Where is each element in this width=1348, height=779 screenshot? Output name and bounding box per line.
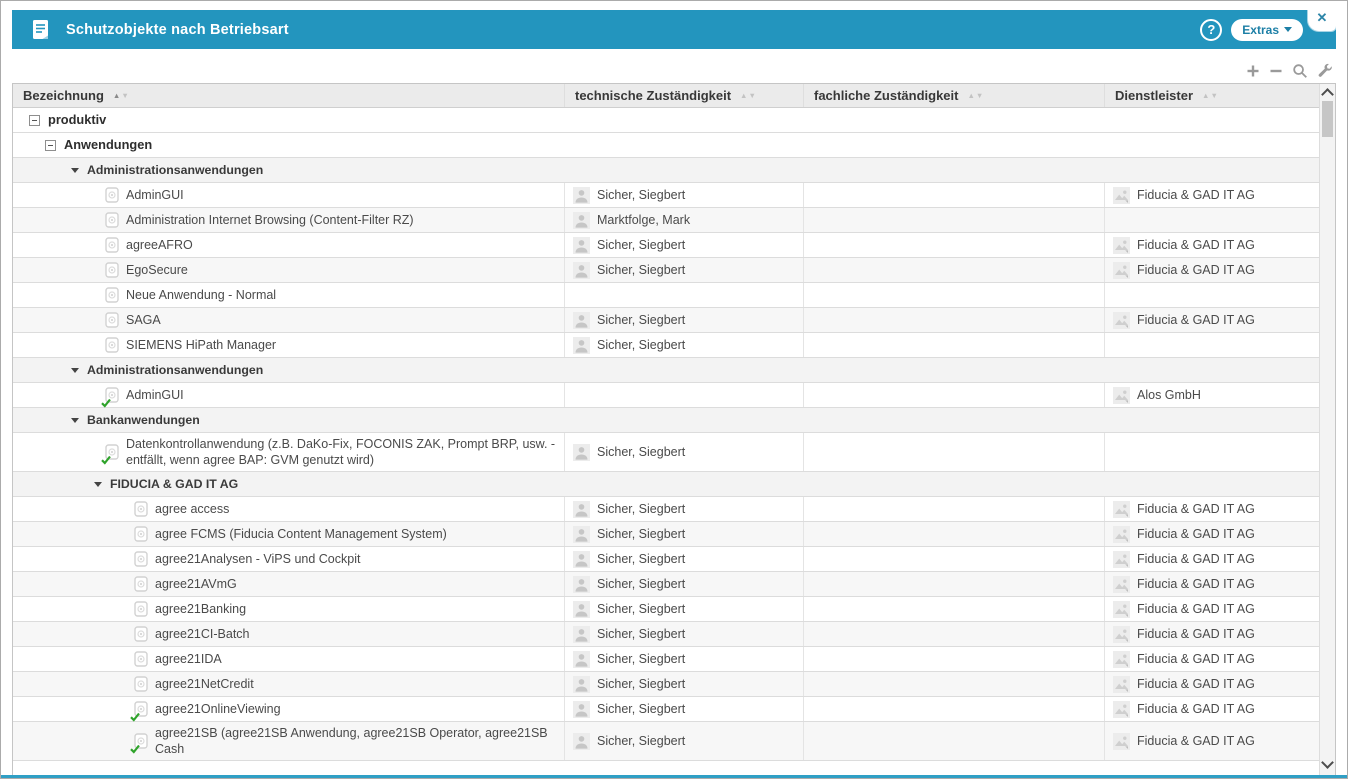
service-provider-name: Fiducia & GAD IT AG xyxy=(1137,652,1255,666)
cell-bezeichnung xyxy=(13,233,564,257)
cell-dienstleister xyxy=(1104,333,1320,357)
cell-dienstleister xyxy=(1104,722,1320,760)
cell-bezeichnung xyxy=(13,208,564,232)
person-icon xyxy=(573,601,590,618)
cell-fachliche-zustaendigkeit xyxy=(803,672,1104,696)
person-icon xyxy=(573,576,590,593)
tree-node-row[interactable] xyxy=(13,133,1320,158)
tree-node-row[interactable] xyxy=(13,108,1320,133)
cell-dienstleister xyxy=(1104,597,1320,621)
triangle-down-icon[interactable] xyxy=(71,168,79,173)
checked-icon xyxy=(130,744,140,754)
tech-responsible-name: Sicher, Siegbert xyxy=(597,338,686,352)
tech-responsible-name: Marktfolge, Mark xyxy=(597,213,691,227)
grid-header-row xyxy=(13,84,1320,108)
cell-fachliche-zustaendigkeit xyxy=(803,572,1104,596)
wrench-icon xyxy=(1317,63,1333,79)
service-provider-name: Fiducia & GAD IT AG xyxy=(1137,263,1255,277)
company-icon xyxy=(1113,701,1130,718)
plus-icon xyxy=(1246,64,1260,78)
cell-dienstleister xyxy=(1104,433,1320,471)
person-icon xyxy=(573,551,590,568)
object-name: agree21AVmG xyxy=(155,577,237,591)
tech-responsible-name: Sicher, Siegbert xyxy=(597,702,686,716)
checked-icon xyxy=(101,398,111,408)
cell-dienstleister xyxy=(1104,672,1320,696)
company-icon xyxy=(1113,187,1130,204)
grid-body xyxy=(13,108,1320,761)
group-label: Administrationsanwendungen xyxy=(87,363,264,377)
tech-responsible-name: Sicher, Siegbert xyxy=(597,734,686,748)
cell-fachliche-zustaendigkeit xyxy=(803,283,1104,307)
cell-dienstleister xyxy=(1104,572,1320,596)
cell-fachliche-zustaendigkeit xyxy=(803,722,1104,760)
window-titlebar xyxy=(12,10,1336,49)
table-row[interactable] xyxy=(13,647,1320,672)
cell-technische-zustaendigkeit xyxy=(564,722,803,760)
person-icon xyxy=(573,237,590,254)
service-provider-name: Fiducia & GAD IT AG xyxy=(1137,577,1255,591)
cell-dienstleister xyxy=(1104,183,1320,207)
triangle-down-icon[interactable] xyxy=(71,368,79,373)
cell-bezeichnung xyxy=(13,283,564,307)
group-header-row[interactable] xyxy=(13,472,1320,497)
tree-node-label: Anwendungen xyxy=(64,137,153,152)
table-row[interactable] xyxy=(13,672,1320,697)
cell-bezeichnung xyxy=(13,433,564,471)
cell-technische-zustaendigkeit xyxy=(564,597,803,621)
cell-bezeichnung xyxy=(13,697,564,721)
cell-technische-zustaendigkeit xyxy=(564,383,803,407)
extras-button[interactable] xyxy=(1231,19,1303,41)
object-name: agree access xyxy=(155,502,230,516)
table-row[interactable] xyxy=(13,572,1320,597)
object-name: EgoSecure xyxy=(126,263,188,277)
cell-fachliche-zustaendigkeit xyxy=(803,233,1104,257)
scroll-up-arrow[interactable] xyxy=(1320,86,1335,100)
table-row[interactable] xyxy=(13,433,1320,472)
person-icon xyxy=(573,651,590,668)
object-name: SIEMENS HiPath Manager xyxy=(126,338,277,352)
service-provider-name: Fiducia & GAD IT AG xyxy=(1137,313,1255,327)
service-provider-name: Fiducia & GAD IT AG xyxy=(1137,552,1255,566)
cell-fachliche-zustaendigkeit xyxy=(803,333,1104,357)
cell-dienstleister xyxy=(1104,622,1320,646)
cell-technische-zustaendigkeit xyxy=(564,572,803,596)
table-row[interactable] xyxy=(13,183,1320,208)
cell-dienstleister xyxy=(1104,233,1320,257)
application-icon xyxy=(134,501,148,517)
cell-bezeichnung xyxy=(13,497,564,521)
table-row[interactable] xyxy=(13,233,1320,258)
object-name: agree21CI-Batch xyxy=(155,627,250,641)
vertical-scrollbar[interactable] xyxy=(1319,84,1335,775)
service-provider-name: Fiducia & GAD IT AG xyxy=(1137,502,1255,516)
company-icon xyxy=(1113,733,1130,750)
table-row[interactable] xyxy=(13,547,1320,572)
close-icon: ✕ xyxy=(1316,9,1328,25)
cell-technische-zustaendigkeit xyxy=(564,283,803,307)
tech-responsible-name: Sicher, Siegbert xyxy=(597,188,686,202)
service-provider-name: Fiducia & GAD IT AG xyxy=(1137,627,1255,641)
cell-technische-zustaendigkeit xyxy=(564,308,803,332)
application-icon xyxy=(134,551,148,567)
application-icon xyxy=(105,444,119,460)
checked-icon xyxy=(101,455,111,465)
company-icon xyxy=(1113,576,1130,593)
application-icon xyxy=(105,287,119,303)
minus-icon xyxy=(1269,64,1283,78)
company-icon xyxy=(1113,262,1130,279)
tech-responsible-name: Sicher, Siegbert xyxy=(597,627,686,641)
expand-all-button[interactable] xyxy=(1245,63,1261,79)
search-icon xyxy=(1292,63,1308,79)
person-icon xyxy=(573,212,590,229)
table-row[interactable] xyxy=(13,497,1320,522)
cell-technische-zustaendigkeit xyxy=(564,497,803,521)
service-provider-name: Fiducia & GAD IT AG xyxy=(1137,734,1255,748)
sort-indicator[interactable]: ▲ ▼ xyxy=(1202,91,1218,100)
service-provider-name: Alos GmbH xyxy=(1137,388,1201,402)
object-name: agree FCMS (Fiducia Content Management System) xyxy=(155,527,447,541)
cell-fachliche-zustaendigkeit xyxy=(803,258,1104,282)
cell-fachliche-zustaendigkeit xyxy=(803,497,1104,521)
cell-fachliche-zustaendigkeit xyxy=(803,622,1104,646)
cell-technische-zustaendigkeit xyxy=(564,647,803,671)
group-header-row[interactable] xyxy=(13,358,1320,383)
document-icon xyxy=(30,18,51,42)
application-icon xyxy=(105,237,119,253)
object-name: SAGA xyxy=(126,313,161,327)
table-row[interactable] xyxy=(13,522,1320,547)
scrollbar-thumb[interactable] xyxy=(1322,101,1333,137)
cell-dienstleister xyxy=(1104,308,1320,332)
company-icon xyxy=(1113,312,1130,329)
cell-technische-zustaendigkeit xyxy=(564,258,803,282)
tech-responsible-name: Sicher, Siegbert xyxy=(597,577,686,591)
group-header-row[interactable] xyxy=(13,158,1320,183)
application-icon xyxy=(134,701,148,717)
object-name: agree21NetCredit xyxy=(155,677,254,691)
grid-toolbar xyxy=(1245,62,1334,80)
object-name: agree21SB (agree21SB Anwendung, agree21SB Operator, agree21SB Cash xyxy=(155,726,548,756)
cell-bezeichnung xyxy=(13,383,564,407)
application-icon xyxy=(134,676,148,692)
cell-technische-zustaendigkeit xyxy=(564,547,803,571)
chevron-down-icon xyxy=(1284,27,1292,32)
person-icon xyxy=(573,701,590,718)
cell-dienstleister xyxy=(1104,283,1320,307)
service-provider-name: Fiducia & GAD IT AG xyxy=(1137,702,1255,716)
company-icon xyxy=(1113,601,1130,618)
application-icon xyxy=(134,733,148,749)
object-name: agree21IDA xyxy=(155,652,222,666)
object-name: AdminGUI xyxy=(126,388,184,402)
application-icon xyxy=(134,601,148,617)
cell-fachliche-zustaendigkeit xyxy=(803,597,1104,621)
person-icon xyxy=(573,312,590,329)
cell-technische-zustaendigkeit xyxy=(564,433,803,471)
company-icon xyxy=(1113,501,1130,518)
cell-dienstleister xyxy=(1104,547,1320,571)
checked-icon xyxy=(130,712,140,722)
application-icon xyxy=(105,337,119,353)
titlebar-actions xyxy=(1200,10,1303,49)
service-provider-name: Fiducia & GAD IT AG xyxy=(1137,677,1255,691)
table-row[interactable] xyxy=(13,622,1320,647)
person-icon xyxy=(573,444,590,461)
group-label: FIDUCIA & GAD IT AG xyxy=(110,477,239,491)
triangle-down-icon[interactable] xyxy=(71,418,79,423)
company-icon xyxy=(1113,626,1130,643)
tech-responsible-name: Sicher, Siegbert xyxy=(597,502,686,516)
service-provider-name: Fiducia & GAD IT AG xyxy=(1137,238,1255,252)
cell-technische-zustaendigkeit xyxy=(564,697,803,721)
triangle-down-icon[interactable] xyxy=(94,482,102,487)
cell-technische-zustaendigkeit xyxy=(564,622,803,646)
sort-indicator[interactable]: ▲ ▼ xyxy=(740,91,756,100)
chevron-down-icon xyxy=(1321,756,1334,769)
cell-bezeichnung xyxy=(13,572,564,596)
object-name: agree21Analysen - ViPS und Cockpit xyxy=(155,552,361,566)
person-icon xyxy=(573,262,590,279)
cell-bezeichnung xyxy=(13,522,564,546)
service-provider-name: Fiducia & GAD IT AG xyxy=(1137,527,1255,541)
object-name: agree21OnlineViewing xyxy=(155,702,281,716)
table-row[interactable] xyxy=(13,383,1320,408)
chevron-up-icon xyxy=(1321,88,1334,101)
company-icon xyxy=(1113,651,1130,668)
cell-bezeichnung xyxy=(13,597,564,621)
column-header-bezeichnung[interactable]: Bezeichnung ▲ ▼ xyxy=(23,88,129,103)
person-icon xyxy=(573,676,590,693)
company-icon xyxy=(1113,387,1130,404)
cell-technische-zustaendigkeit xyxy=(564,522,803,546)
application-icon xyxy=(105,262,119,278)
company-icon xyxy=(1113,526,1130,543)
company-icon xyxy=(1113,237,1130,254)
cell-dienstleister xyxy=(1104,647,1320,671)
table-row[interactable] xyxy=(13,208,1320,233)
cell-fachliche-zustaendigkeit xyxy=(803,547,1104,571)
cell-dienstleister xyxy=(1104,497,1320,521)
object-name: Administration Internet Browsing (Content-Filter RZ) xyxy=(126,213,414,227)
person-icon xyxy=(573,733,590,750)
group-label: Administrationsanwendungen xyxy=(87,163,264,177)
cell-fachliche-zustaendigkeit xyxy=(803,308,1104,332)
collapse-minus-icon[interactable] xyxy=(29,115,40,126)
person-icon xyxy=(573,626,590,643)
column-header-fachliche-zustaendigkeit[interactable]: fachliche Zuständigkeit ▲ ▼ xyxy=(803,84,1104,107)
help-button[interactable]: ? xyxy=(1200,19,1222,41)
close-button[interactable] xyxy=(1308,4,1336,31)
tech-responsible-name: Sicher, Siegbert xyxy=(597,552,686,566)
cell-bezeichnung xyxy=(13,258,564,282)
application-icon xyxy=(105,212,119,228)
cell-dienstleister xyxy=(1104,697,1320,721)
cell-fachliche-zustaendigkeit xyxy=(803,183,1104,207)
tech-responsible-name: Sicher, Siegbert xyxy=(597,677,686,691)
table-row[interactable] xyxy=(13,597,1320,622)
application-icon xyxy=(134,526,148,542)
collapse-all-button[interactable] xyxy=(1268,63,1284,79)
application-icon xyxy=(134,626,148,642)
application-icon xyxy=(134,651,148,667)
cell-dienstleister xyxy=(1104,208,1320,232)
application-icon xyxy=(105,312,119,328)
table-row[interactable] xyxy=(13,308,1320,333)
tech-responsible-name: Sicher, Siegbert xyxy=(597,652,686,666)
cell-bezeichnung xyxy=(13,547,564,571)
cell-bezeichnung xyxy=(13,333,564,357)
tree-node-label: produktiv xyxy=(48,112,107,127)
column-header-technische-zustaendigkeit[interactable]: technische Zuständigkeit ▲ ▼ xyxy=(564,84,803,107)
tech-responsible-name: Sicher, Siegbert xyxy=(597,445,686,459)
window-bottom-edge xyxy=(1,775,1347,778)
cell-fachliche-zustaendigkeit xyxy=(803,522,1104,546)
object-name: Datenkontrollanwendung (z.B. DaKo-Fix, FOCONIS ZAK, Prompt BRP, usw. - entfällt, wenn agree BAP: GVM genutzt wird) xyxy=(126,437,556,467)
tech-responsible-name: Sicher, Siegbert xyxy=(597,527,686,541)
table-row[interactable] xyxy=(13,722,1320,761)
cell-dienstleister xyxy=(1104,522,1320,546)
cell-bezeichnung xyxy=(13,183,564,207)
cell-fachliche-zustaendigkeit xyxy=(803,697,1104,721)
grid-content xyxy=(13,84,1320,775)
person-icon xyxy=(573,501,590,518)
collapse-minus-icon[interactable] xyxy=(45,140,56,151)
service-provider-name: Fiducia & GAD IT AG xyxy=(1137,188,1255,202)
object-name: agree21Banking xyxy=(155,602,247,616)
cell-fachliche-zustaendigkeit xyxy=(803,433,1104,471)
tech-responsible-name: Sicher, Siegbert xyxy=(597,602,686,616)
search-button[interactable] xyxy=(1291,62,1309,80)
object-name: Neue Anwendung - Normal xyxy=(126,288,277,302)
column-header-dienstleister[interactable]: Dienstleister ▲ ▼ xyxy=(1104,84,1320,107)
cell-technische-zustaendigkeit xyxy=(564,183,803,207)
person-icon xyxy=(573,337,590,354)
cell-fachliche-zustaendigkeit xyxy=(803,208,1104,232)
group-header-row[interactable] xyxy=(13,408,1320,433)
cell-technische-zustaendigkeit xyxy=(564,208,803,232)
table-row[interactable] xyxy=(13,697,1320,722)
cell-technische-zustaendigkeit xyxy=(564,672,803,696)
sort-indicator[interactable]: ▲ ▼ xyxy=(112,91,129,100)
person-icon xyxy=(573,187,590,204)
page-title: Schutzobjekte nach Betriebsart xyxy=(66,21,289,38)
object-name: AdminGUI xyxy=(126,188,184,202)
table-row[interactable] xyxy=(13,258,1320,283)
tech-responsible-name: Sicher, Siegbert xyxy=(597,263,686,277)
object-name: agreeAFRO xyxy=(126,238,193,252)
company-icon xyxy=(1113,676,1130,693)
application-icon xyxy=(105,187,119,203)
cell-dienstleister xyxy=(1104,383,1320,407)
cell-fachliche-zustaendigkeit xyxy=(803,383,1104,407)
table-row[interactable] xyxy=(13,333,1320,358)
cell-dienstleister xyxy=(1104,258,1320,282)
cell-fachliche-zustaendigkeit xyxy=(803,647,1104,671)
cell-technische-zustaendigkeit xyxy=(564,333,803,357)
tech-responsible-name: Sicher, Siegbert xyxy=(597,238,686,252)
data-grid xyxy=(12,83,1336,776)
group-label: Bankanwendungen xyxy=(87,413,200,427)
person-icon xyxy=(573,526,590,543)
extras-label: Extras xyxy=(1242,22,1279,37)
settings-button[interactable] xyxy=(1316,62,1334,80)
sort-indicator[interactable]: ▲ ▼ xyxy=(967,91,984,100)
cell-bezeichnung xyxy=(13,722,564,760)
application-icon xyxy=(134,576,148,592)
tech-responsible-name: Sicher, Siegbert xyxy=(597,313,686,327)
cell-bezeichnung xyxy=(13,622,564,646)
company-icon xyxy=(1113,551,1130,568)
cell-bezeichnung xyxy=(13,672,564,696)
service-provider-name: Fiducia & GAD IT AG xyxy=(1137,602,1255,616)
cell-bezeichnung xyxy=(13,308,564,332)
application-icon xyxy=(105,387,119,403)
table-row[interactable] xyxy=(13,283,1320,308)
scroll-down-arrow[interactable] xyxy=(1320,757,1335,771)
cell-technische-zustaendigkeit xyxy=(564,233,803,257)
cell-bezeichnung xyxy=(13,647,564,671)
